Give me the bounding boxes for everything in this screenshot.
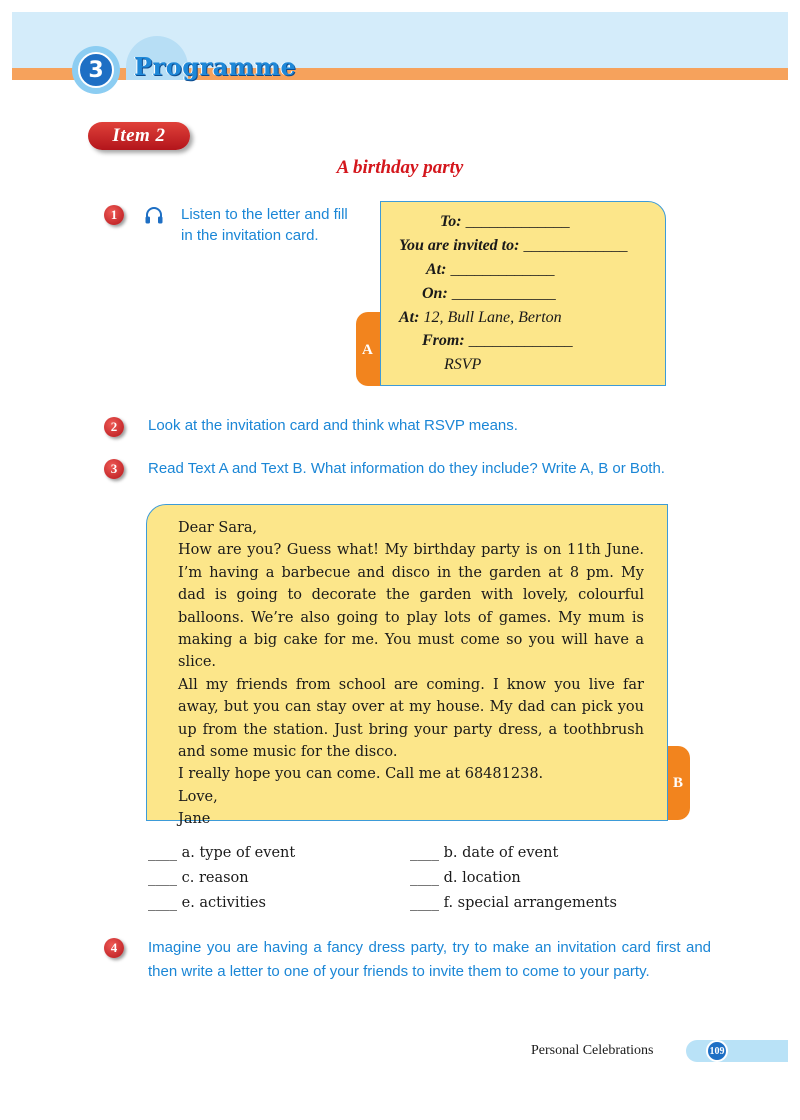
invitation-label: At: <box>426 261 447 278</box>
option-d: ____ d. location <box>410 870 521 886</box>
option-a: ____ a. type of event <box>148 845 296 861</box>
invitation-blank: _____________ <box>450 261 555 278</box>
invitation-line-address <box>399 309 562 327</box>
footer-band <box>686 1040 788 1062</box>
page-title: A birthday party <box>336 157 464 178</box>
unit-number-badge: 3 <box>78 52 114 88</box>
section-title: Programme <box>134 52 297 81</box>
letter-signature: Jane <box>178 811 211 828</box>
letter-paragraph: How are you? Guess what! My birthday party is on 11th June. I’m having a barbecue and disco in the garden at 8 pm. My dad is going to decorate the garden with lovely, colourful balloons. We’re also going to play lots of games. My mum is making a big cake for me. You must come so you will have a slice. <box>178 542 644 671</box>
letter-closing: Love, <box>178 788 218 805</box>
task-4-text: Imagine you are having a fancy dress party, try to make an invitation card first and then write a letter to one of your friends to invite them to come to your party. <box>148 939 711 980</box>
option-c: ____ c. reason <box>148 870 249 886</box>
invitation-label: You are invited to: <box>399 237 520 254</box>
invitation-line-on <box>422 285 556 303</box>
option-b: ____ b. date of event <box>410 845 559 861</box>
invitation-blank: _____________ <box>468 332 573 349</box>
task-2-text: Look at the invitation card and think what RSVP means. <box>148 417 518 434</box>
option-e: ____ e. activities <box>148 895 266 911</box>
item-label-pill: Item 2 <box>88 122 190 150</box>
invitation-label: To: <box>440 213 462 230</box>
invitation-blank: _____________ <box>523 237 628 254</box>
invitation-label: From: <box>422 332 465 349</box>
letter-paragraph: I really hope you can come. Call me at 68481238. <box>178 766 544 783</box>
invitation-line-to <box>440 213 570 231</box>
task-number-3: 3 <box>104 459 124 479</box>
letter-paragraph: All my friends from school are coming. I know you live far away, but you can stay over at my house. My dad can pick you up from the station. Just bring your party dress, a toothbrush and some music for the disco. <box>178 676 644 761</box>
page-number: 109 <box>706 1040 728 1062</box>
task-1-text: Listen to the letter and fill in the invitation card. <box>181 206 348 244</box>
invitation-address: 12, Bull Lane, Berton <box>423 309 562 326</box>
letter-greeting: Dear Sara, <box>178 520 258 536</box>
invitation-rsvp: RSVP <box>444 356 482 373</box>
letter-text <box>178 517 644 831</box>
option-f: ____ f. special arrangements <box>410 895 617 911</box>
card-tab-a-label: A <box>362 342 373 358</box>
invitation-line-at <box>426 261 554 279</box>
invitation-line-from <box>422 332 573 350</box>
invitation-blank: _____________ <box>451 285 556 302</box>
invitation-blank: _____________ <box>465 213 570 230</box>
headphones-icon[interactable] <box>143 205 165 227</box>
letter-tab-b-label: B <box>673 775 684 791</box>
task-number-2: 2 <box>104 417 124 437</box>
invitation-label: On: <box>422 285 448 302</box>
task-number-1: 1 <box>104 205 124 225</box>
footer-chapter: Personal Celebrations <box>531 1043 654 1058</box>
invitation-label: At: <box>399 309 420 326</box>
task-3-text: Read Text A and Text B. What information do they include? Write A, B or Both. <box>148 460 665 477</box>
task-number-4: 4 <box>104 938 124 958</box>
invitation-line-invited-to <box>399 237 627 255</box>
